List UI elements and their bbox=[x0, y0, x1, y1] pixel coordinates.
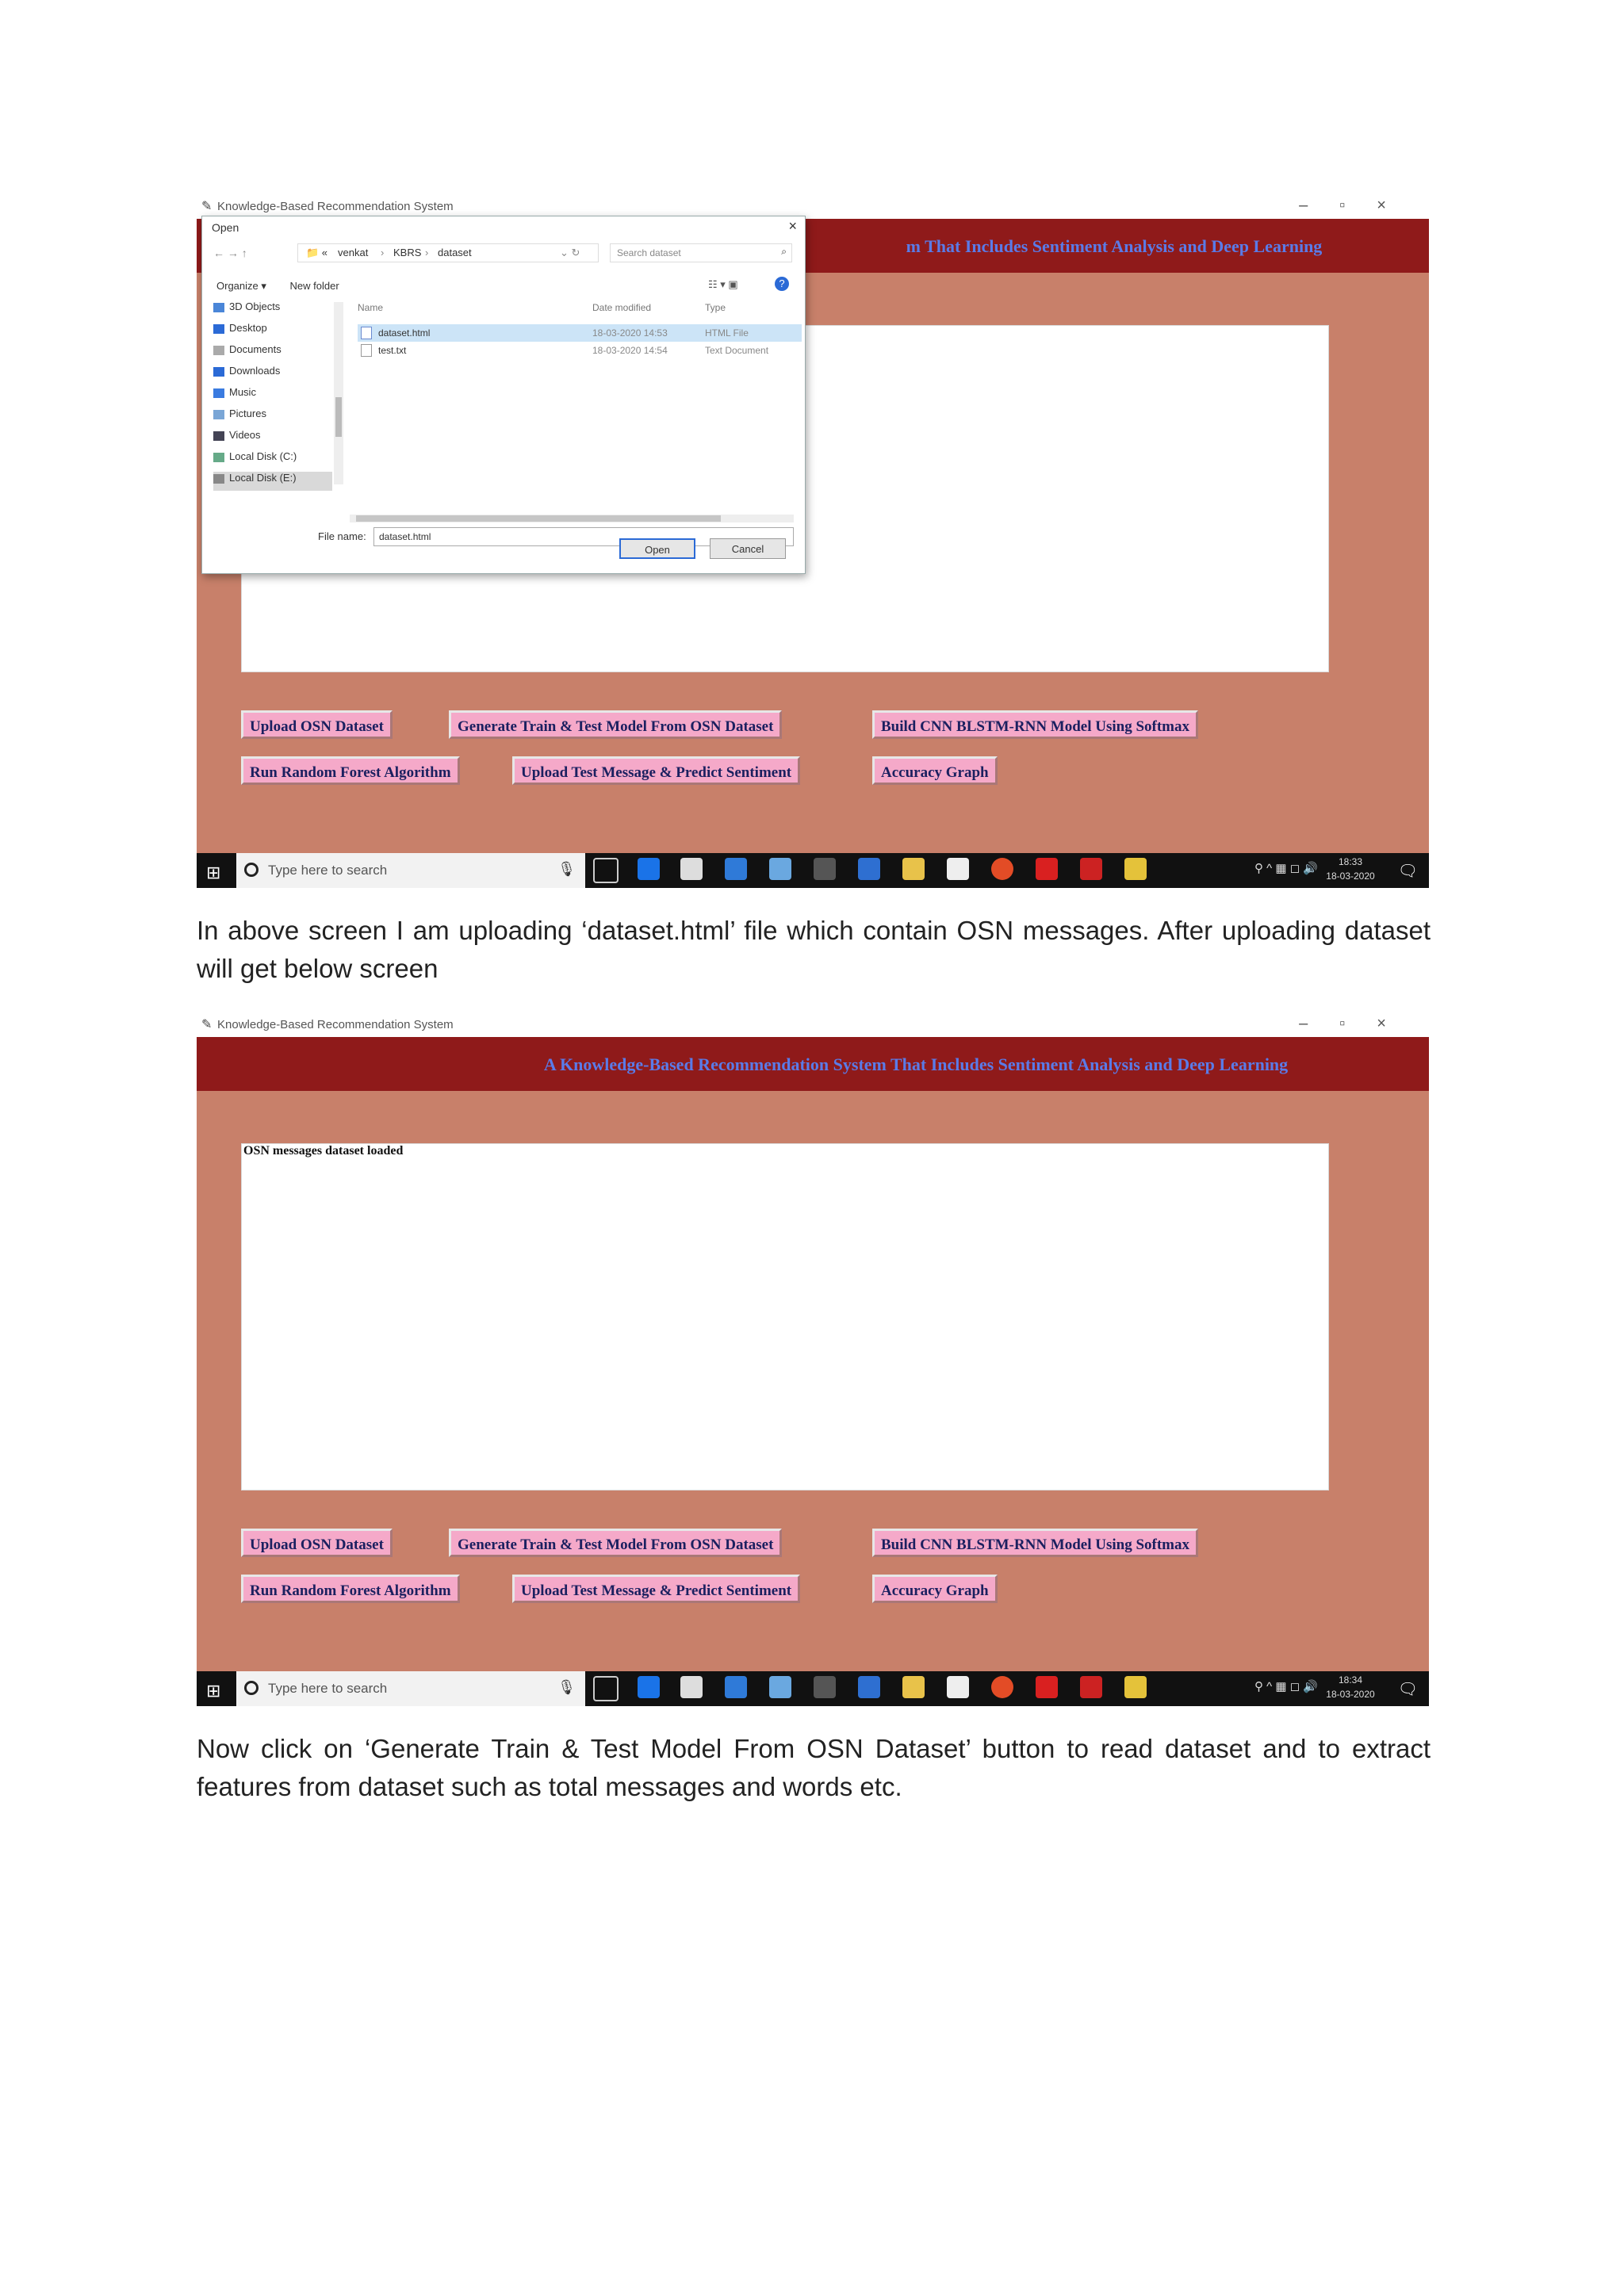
status-text: OSN messages dataset loaded bbox=[243, 1144, 404, 1158]
sidebar-scrollbar[interactable] bbox=[334, 302, 343, 484]
dialog-search-input[interactable]: Search dataset ⌕ bbox=[610, 243, 792, 262]
banner-title: m That Includes Sentiment Analysis and Deep Learning bbox=[906, 236, 1323, 256]
notification-icon[interactable]: 🗨 bbox=[1397, 1681, 1418, 1698]
search-icon: ⌕ bbox=[781, 246, 787, 257]
feather-icon: ✎ bbox=[201, 200, 213, 213]
app-icon[interactable] bbox=[858, 1676, 880, 1698]
folder-icon[interactable] bbox=[902, 858, 925, 880]
column-date[interactable]: Date modified bbox=[592, 302, 652, 313]
column-type[interactable]: Type bbox=[705, 302, 726, 313]
taskbar-search-box[interactable]: Type here to search 🎙 bbox=[236, 1671, 585, 1706]
window-titlebar bbox=[197, 1012, 1429, 1037]
window-controls[interactable]: –▫× bbox=[1299, 1015, 1418, 1032]
cortana-icon bbox=[244, 1681, 259, 1695]
sidebar-item-documents[interactable]: Documents bbox=[213, 343, 332, 362]
windows-start-icon[interactable]: ⊞ bbox=[206, 863, 221, 882]
windows-taskbar bbox=[197, 853, 1429, 888]
mail-icon[interactable] bbox=[725, 1676, 747, 1698]
output-textarea[interactable] bbox=[241, 1143, 1329, 1490]
file-list-headers bbox=[358, 302, 802, 318]
close-icon[interactable]: × bbox=[788, 218, 797, 234]
nav-arrows-icon[interactable]: ← → ↑ bbox=[213, 247, 247, 259]
drive-icon bbox=[213, 474, 224, 484]
acrobat-icon[interactable] bbox=[1036, 858, 1058, 880]
upload-osn-dataset-button[interactable]: Upload OSN Dataset bbox=[241, 710, 393, 739]
text-file-icon bbox=[361, 344, 372, 357]
sidebar-item-music[interactable]: Music bbox=[213, 386, 332, 405]
column-name[interactable]: Name bbox=[358, 302, 384, 313]
organize-button[interactable]: Organize ▾ bbox=[216, 280, 266, 292]
system-tray-icons[interactable]: ⚲ ^ ▦ ◻ 🔊 bbox=[1254, 1680, 1318, 1693]
path-segment[interactable]: KBRS bbox=[393, 247, 422, 258]
windows-taskbar bbox=[197, 1671, 1429, 1706]
accuracy-graph-button[interactable]: Accuracy Graph bbox=[872, 1575, 998, 1603]
app-icon[interactable] bbox=[858, 858, 880, 880]
task-view-icon[interactable] bbox=[593, 858, 619, 883]
app-icon[interactable] bbox=[1080, 1676, 1102, 1698]
sidebar-item-desktop[interactable]: Desktop bbox=[213, 322, 332, 341]
notification-icon[interactable]: 🗨 bbox=[1397, 863, 1418, 880]
python-icon[interactable] bbox=[1124, 1676, 1147, 1698]
generate-train-test-button[interactable]: Generate Train & Test Model From OSN Dataset bbox=[449, 710, 782, 739]
paragraph: In above screen I am uploading ‘dataset.html’ file which contain OSN messages. After uploading dataset will get below screen bbox=[197, 916, 1431, 983]
download-icon bbox=[213, 367, 224, 377]
build-cnn-blstm-button[interactable]: Build CNN BLSTM-RNN Model Using Softmax bbox=[872, 1529, 1198, 1557]
chrome-icon[interactable] bbox=[991, 858, 1013, 880]
app-icon[interactable] bbox=[1080, 858, 1102, 880]
taskbar-clock[interactable]: 18:34 18-03-2020 bbox=[1326, 1674, 1375, 1700]
taskbar-search-box[interactable]: Type here to search 🎙 bbox=[236, 853, 585, 888]
file-list-scrollbar[interactable] bbox=[350, 515, 794, 522]
run-random-forest-button[interactable]: Run Random Forest Algorithm bbox=[241, 756, 460, 785]
app-icon[interactable] bbox=[814, 1676, 836, 1698]
window-controls[interactable]: –▫× bbox=[1299, 197, 1418, 214]
dialog-toolbar bbox=[216, 277, 785, 293]
upload-test-message-button[interactable]: Upload Test Message & Predict Sentiment bbox=[512, 756, 800, 785]
desktop-icon bbox=[213, 324, 224, 334]
chrome-icon[interactable] bbox=[991, 1676, 1013, 1698]
edge-icon[interactable] bbox=[638, 858, 660, 880]
sidebar-item-local-disk-e[interactable]: Local Disk (E:) bbox=[213, 472, 332, 491]
file-name-label: File name: bbox=[318, 530, 366, 542]
screenshot-dataset-loaded bbox=[197, 1012, 1429, 1706]
python-icon[interactable] bbox=[1124, 858, 1147, 880]
refresh-icon[interactable]: ⌄ ↻ bbox=[560, 247, 580, 258]
address-bar[interactable]: 📁 « venkat › KBRS › dataset ⌄ ↻ bbox=[297, 243, 599, 262]
store-icon[interactable] bbox=[680, 1676, 703, 1698]
banner-title: A Knowledge-Based Recommendation System That Includes Sentiment Analysis and Deep Learning bbox=[543, 1054, 1289, 1074]
app-icon[interactable] bbox=[947, 1676, 969, 1698]
sidebar-item-pictures[interactable]: Pictures bbox=[213, 408, 332, 427]
file-row[interactable]: test.txt 18-03-2020 14:54 Text Document bbox=[358, 342, 802, 359]
pictures-icon bbox=[213, 410, 224, 419]
sidebar-item-local-disk-c[interactable]: Local Disk (C:) bbox=[213, 450, 332, 469]
upload-osn-dataset-button[interactable]: Upload OSN Dataset bbox=[241, 1529, 393, 1557]
drive-icon bbox=[213, 453, 224, 462]
microphone-icon[interactable]: 🎙 bbox=[557, 861, 576, 877]
app-icon[interactable] bbox=[769, 1676, 791, 1698]
music-icon bbox=[213, 388, 224, 398]
windows-start-icon[interactable]: ⊞ bbox=[206, 1681, 221, 1701]
upload-test-message-button[interactable]: Upload Test Message & Predict Sentiment bbox=[512, 1575, 800, 1603]
cube-icon bbox=[213, 303, 224, 312]
view-options-icon[interactable]: ☷ ▾ ▣ bbox=[708, 278, 738, 290]
open-button[interactable]: Open bbox=[619, 538, 695, 559]
new-folder-button[interactable]: New folder bbox=[289, 280, 339, 292]
microphone-icon[interactable]: 🎙 bbox=[557, 1679, 576, 1695]
file-name-input[interactable]: dataset.html bbox=[373, 527, 794, 546]
acrobat-icon[interactable] bbox=[1036, 1676, 1058, 1698]
window-title: Knowledge-Based Recommendation System bbox=[217, 1018, 454, 1031]
build-cnn-blstm-button[interactable]: Build CNN BLSTM-RNN Model Using Softmax bbox=[872, 710, 1198, 739]
documents-icon bbox=[213, 346, 224, 355]
app-banner bbox=[197, 1037, 1429, 1091]
app-icon[interactable] bbox=[947, 858, 969, 880]
cortana-icon bbox=[244, 863, 259, 877]
app-icon[interactable] bbox=[769, 858, 791, 880]
generate-train-test-button[interactable]: Generate Train & Test Model From OSN Dataset bbox=[449, 1529, 782, 1557]
paragraph: Now click on ‘Generate Train & Test Model From OSN Dataset’ button to read dataset and to extract features from dataset such as total messages and words etc. bbox=[197, 1734, 1431, 1801]
html-file-icon bbox=[361, 327, 372, 339]
folder-icon[interactable] bbox=[902, 1676, 925, 1698]
edge-icon[interactable] bbox=[638, 1676, 660, 1698]
folder-icon: 📁 « bbox=[306, 247, 328, 258]
app-icon[interactable] bbox=[814, 858, 836, 880]
task-view-icon[interactable] bbox=[593, 1676, 619, 1701]
path-segment[interactable]: venkat bbox=[338, 247, 369, 258]
path-segment[interactable]: dataset bbox=[438, 247, 472, 258]
feather-icon: ✎ bbox=[201, 1018, 213, 1031]
help-icon[interactable]: ? bbox=[775, 277, 789, 291]
taskbar-clock[interactable]: 18:33 18-03-2020 bbox=[1326, 856, 1375, 882]
screenshot-upload-dialog bbox=[197, 193, 1429, 888]
file-open-dialog bbox=[201, 216, 806, 574]
sidebar-item-videos[interactable]: Videos bbox=[213, 429, 332, 448]
mail-icon[interactable] bbox=[725, 858, 747, 880]
dialog-title: Open bbox=[212, 221, 239, 234]
sidebar-item-downloads[interactable]: Downloads bbox=[213, 365, 332, 384]
sidebar-item-3d-objects[interactable]: 3D Objects bbox=[213, 300, 332, 320]
file-row[interactable]: dataset.html 18-03-2020 14:53 HTML File bbox=[358, 324, 802, 342]
videos-icon bbox=[213, 431, 224, 441]
store-icon[interactable] bbox=[680, 858, 703, 880]
system-tray-icons[interactable]: ⚲ ^ ▦ ◻ 🔊 bbox=[1254, 862, 1318, 875]
window-title: Knowledge-Based Recommendation System bbox=[217, 200, 454, 213]
accuracy-graph-button[interactable]: Accuracy Graph bbox=[872, 756, 998, 785]
run-random-forest-button[interactable]: Run Random Forest Algorithm bbox=[241, 1575, 460, 1603]
cancel-button[interactable]: Cancel bbox=[710, 538, 786, 559]
